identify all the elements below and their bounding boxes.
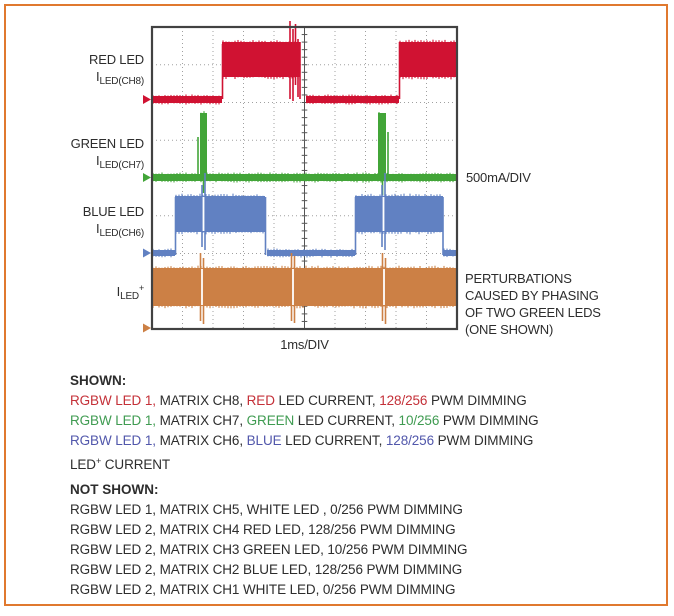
red-led-trace-band bbox=[152, 96, 222, 103]
caption-text-segment: RGBW LED 2, MATRIX CH2 BLUE LED, 128/256 PWM DIMMING bbox=[70, 562, 463, 577]
red-led-trace-band bbox=[306, 96, 399, 103]
channel-label-green-led bbox=[44, 135, 144, 174]
caption-text-segment: LED CURRENT, bbox=[281, 433, 386, 448]
caption-text-segment: LED CURRENT, bbox=[274, 393, 380, 408]
caption-text-segment: GREEN bbox=[246, 413, 295, 428]
caption-text-segment: + bbox=[95, 456, 102, 466]
green-led-trace-reference-marker bbox=[143, 173, 151, 182]
caption-text-segment: RED bbox=[246, 393, 275, 408]
red-led-trace-band bbox=[222, 42, 300, 77]
caption-shown bbox=[70, 371, 539, 475]
channel-symbol bbox=[44, 68, 144, 90]
blue-led-trace-reference-marker bbox=[143, 249, 151, 258]
annotation-line: OF TWO GREEN LEDS bbox=[465, 305, 601, 320]
current-symbol-subscript: LED(CH7) bbox=[99, 160, 144, 171]
red-led-trace-band bbox=[399, 42, 457, 77]
blue-led-trace-band bbox=[355, 196, 443, 232]
caption-text-segment: RGBW LED 2, MATRIX CH4 RED LED, 128/256 PWM DIMMING bbox=[70, 522, 456, 537]
iled-plus-trace-band bbox=[152, 268, 457, 306]
current-symbol: I bbox=[96, 221, 100, 236]
annotation-line: (ONE SHOWN) bbox=[465, 322, 554, 337]
caption-not-shown-heading: NOT SHOWN: bbox=[70, 482, 159, 497]
caption-text-segment: RGBW LED 2, MATRIX CH3 GREEN LED, 10/256 PWM DIMMING bbox=[70, 542, 468, 557]
caption-line bbox=[70, 520, 467, 540]
caption-text-segment: RGBW LED 1, bbox=[70, 393, 156, 408]
channel-label-red-led bbox=[44, 51, 144, 90]
caption-line bbox=[70, 451, 539, 475]
caption-line bbox=[70, 411, 539, 431]
current-symbol-subscript: LED(CH8) bbox=[99, 76, 144, 87]
caption-text-segment: LED CURRENT, bbox=[294, 413, 399, 428]
caption-text-segment: BLUE bbox=[246, 433, 282, 448]
annotation-perturbations bbox=[465, 270, 601, 338]
red-led-trace-reference-marker bbox=[143, 95, 151, 104]
current-symbol: I bbox=[96, 153, 100, 168]
caption-text-segment: PWM DIMMING bbox=[434, 433, 534, 448]
caption-shown-heading: SHOWN: bbox=[70, 373, 127, 388]
caption-text-segment: RGBW LED 1, bbox=[70, 433, 156, 448]
time-base-label: 1ms/DIV bbox=[280, 337, 329, 352]
channel-label-blue-led bbox=[44, 203, 144, 242]
caption-line bbox=[70, 431, 539, 451]
channel-name: RED LED bbox=[89, 52, 144, 67]
channel-name: GREEN LED bbox=[70, 136, 144, 151]
annotation-line: PERTURBATIONS bbox=[465, 271, 572, 286]
channel-symbol bbox=[44, 220, 144, 242]
caption-text-segment: RGBW LED 1, MATRIX CH5, WHITE LED , 0/256 PWM DIMMING bbox=[70, 502, 463, 517]
channel-symbol bbox=[44, 152, 144, 174]
green-led-trace-band bbox=[378, 113, 386, 176]
caption-shown-lines bbox=[70, 391, 539, 475]
caption-line bbox=[70, 580, 467, 600]
caption-text-segment: RGBW LED 1, bbox=[70, 413, 156, 428]
caption-text-segment: LED bbox=[70, 457, 96, 472]
current-symbol-subscript: LED(CH6) bbox=[99, 228, 144, 239]
caption-text-segment: CURRENT bbox=[101, 457, 171, 472]
iled-plus-trace-reference-marker bbox=[143, 324, 151, 333]
current-symbol-subscript: LED bbox=[120, 291, 139, 302]
current-symbol-superscript: + bbox=[138, 283, 144, 293]
caption-text-segment: MATRIX CH6, bbox=[155, 433, 247, 448]
caption-text-segment: RGBW LED 2, MATRIX CH1 WHITE LED, 0/256 PWM DIMMING bbox=[70, 582, 456, 597]
channel-symbol bbox=[44, 280, 144, 305]
current-symbol: I bbox=[116, 284, 121, 299]
blue-led-trace-band bbox=[175, 196, 265, 232]
caption-line bbox=[70, 391, 539, 411]
blue-led-trace-band bbox=[152, 250, 175, 256]
channel-label-iled-plus bbox=[44, 280, 144, 305]
caption-line bbox=[70, 560, 467, 580]
caption-line bbox=[70, 500, 467, 520]
caption-not-shown-lines bbox=[70, 500, 467, 600]
caption-text-segment: 128/256 bbox=[385, 433, 434, 448]
caption-text-segment: 128/256 bbox=[379, 393, 428, 408]
scope-svg bbox=[136, 20, 462, 334]
caption-text-segment: 10/256 bbox=[398, 413, 440, 428]
annotation-line: CAUSED BY PHASING bbox=[465, 288, 599, 303]
channel-name: BLUE LED bbox=[82, 204, 144, 219]
current-symbol: I bbox=[96, 69, 100, 84]
caption-text-segment: MATRIX CH8, bbox=[155, 393, 247, 408]
caption-text-segment: MATRIX CH7, bbox=[155, 413, 247, 428]
green-led-trace-band bbox=[200, 113, 207, 176]
caption-text-segment: PWM DIMMING bbox=[427, 393, 527, 408]
scope-group bbox=[143, 21, 457, 333]
vertical-scale-label: 500mA/DIV bbox=[466, 170, 531, 185]
caption-not-shown bbox=[70, 480, 467, 600]
green-led-trace-band bbox=[152, 174, 457, 181]
caption-text-segment: PWM DIMMING bbox=[439, 413, 539, 428]
caption-line bbox=[70, 540, 467, 560]
